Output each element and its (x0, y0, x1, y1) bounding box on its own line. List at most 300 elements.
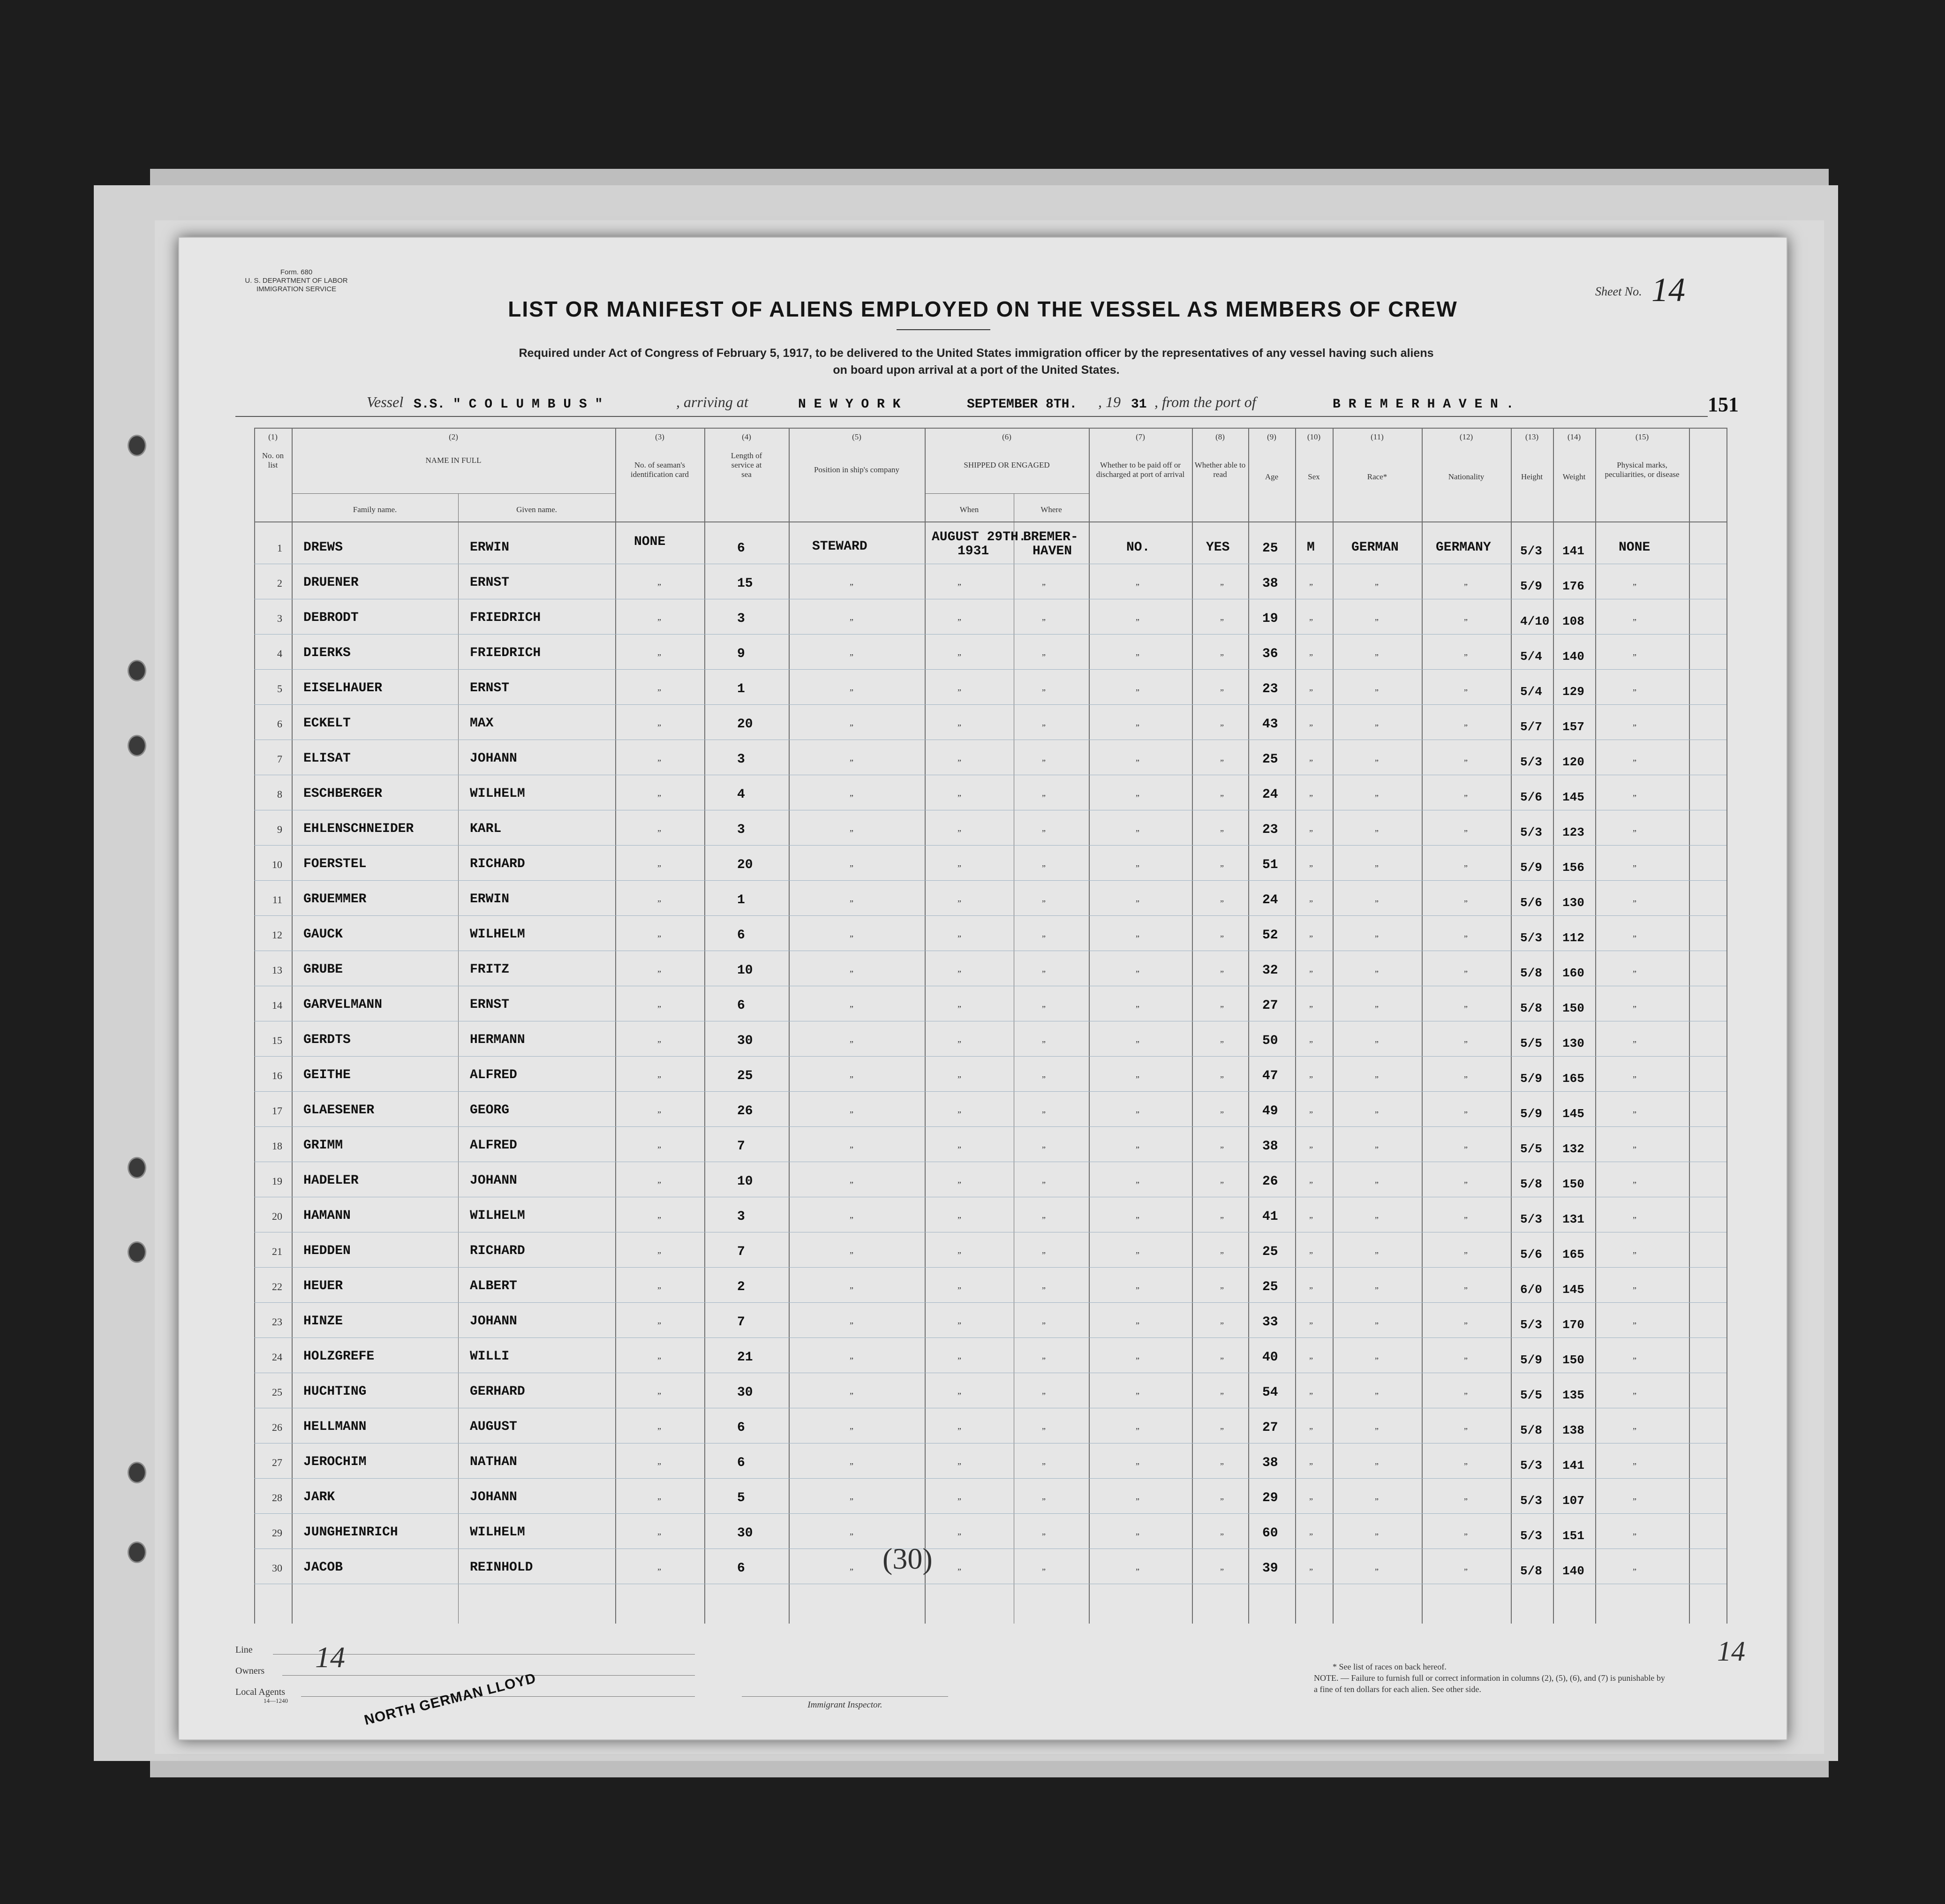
ditto-mark: ” (1042, 934, 1046, 943)
ditto-mark: ” (1136, 1074, 1139, 1084)
ditto-mark: ” (1633, 828, 1636, 838)
ditto-mark: ” (1375, 1004, 1379, 1013)
ditto-mark: ” (1136, 1426, 1139, 1436)
ditto-mark: ” (1633, 969, 1636, 978)
col11-number: (11) (1371, 432, 1384, 441)
height: 5/5 (1520, 1388, 1542, 1402)
col4-header: Length of service at sea (731, 451, 762, 479)
weight: 130 (1562, 1036, 1584, 1050)
position-value: STEWARD (812, 539, 867, 554)
line-number: 23 (272, 1316, 282, 1328)
height: 5/8 (1520, 1423, 1542, 1437)
ditto-mark: ” (1375, 1356, 1379, 1365)
column-rule (1192, 428, 1193, 1624)
height: 5/8 (1520, 966, 1542, 980)
length-of-service: 20 (737, 717, 753, 732)
ditto-mark: ” (1042, 617, 1046, 627)
row-rule (254, 1337, 1726, 1338)
ditto-mark: ” (1309, 934, 1313, 943)
ditto-mark: ” (1309, 828, 1313, 838)
family-name: GEITHE (303, 1068, 351, 1082)
length-of-service: 1 (737, 682, 745, 696)
row-rule (254, 1091, 1726, 1092)
corner-handwritten-number: 14 (1717, 1636, 1745, 1667)
height: 5/9 (1520, 579, 1542, 593)
col8-header: Whether able to read (1194, 461, 1246, 479)
ditto-mark: ” (1464, 1321, 1468, 1330)
ditto-mark: ” (957, 1004, 961, 1013)
ditto-mark: ” (657, 617, 661, 627)
punch-hole (128, 1462, 146, 1483)
ditto-mark: ” (850, 758, 853, 767)
ditto-mark: ” (957, 828, 961, 838)
id-card-value: NONE (634, 535, 666, 549)
ditto-mark: ” (1309, 617, 1313, 627)
height: 5/9 (1520, 861, 1542, 875)
ditto-mark: ” (1375, 652, 1379, 662)
column-rule (1422, 428, 1423, 1624)
arrival-year: 31 (1131, 397, 1147, 412)
ditto-mark: ” (1136, 1215, 1139, 1224)
local-agents-code: 14—1240 (264, 1697, 288, 1704)
ditto-mark: ” (657, 863, 661, 873)
height: 5/8 (1520, 1564, 1542, 1578)
ditto-mark: ” (1136, 617, 1139, 627)
length-of-service: 10 (737, 1174, 753, 1189)
ditto-mark: ” (957, 617, 961, 627)
from-label: , from the port of (1154, 393, 1256, 410)
ditto-mark: ” (1464, 1145, 1468, 1154)
ditto-mark: ” (1220, 934, 1224, 943)
ditto-mark: ” (957, 1074, 961, 1084)
sex-value: M (1307, 540, 1315, 555)
ditto-mark: ” (1220, 1496, 1224, 1506)
ditto-mark: ” (1136, 723, 1139, 732)
arrival-port: N E W Y O R K (798, 397, 901, 412)
line-label: Line (235, 1645, 253, 1655)
family-name: GLAESENER (303, 1103, 375, 1118)
weight: 107 (1562, 1494, 1584, 1508)
ditto-mark: ” (657, 1532, 661, 1541)
ditto-mark: ” (1464, 1250, 1468, 1260)
document-subtitle: Required under Act of Congress of February 5, 1917, to be delivered to the United States immigration officer by the representatives of any vessel having such aliens on board upon arrival at a port of the United States. (519, 347, 1434, 377)
ditto-mark: ” (657, 1074, 661, 1084)
weight: 156 (1562, 861, 1584, 875)
length-of-service: 3 (737, 612, 745, 626)
ditto-mark: ” (657, 1145, 661, 1154)
arriving-label: , arriving at (676, 393, 748, 410)
weight: 108 (1562, 614, 1584, 628)
immigrant-inspector-label: Immigrant Inspector. (807, 1700, 882, 1710)
footnote (1314, 1661, 1670, 1695)
ditto-mark: ” (1464, 1180, 1468, 1189)
ditto-mark: ” (850, 1180, 853, 1189)
ditto-mark: ” (1633, 1391, 1636, 1400)
ditto-mark: ” (1633, 793, 1636, 802)
ditto-mark: ” (850, 828, 853, 838)
ditto-mark: ” (850, 863, 853, 873)
family-name-header: Family name. (353, 505, 397, 514)
family-name: ELISAT (303, 751, 351, 766)
weight: 145 (1562, 1283, 1584, 1297)
line-number: 14 (272, 999, 282, 1011)
ditto-mark: ” (657, 934, 661, 943)
ditto-mark: ” (657, 1039, 661, 1049)
ditto-mark: ” (1042, 758, 1046, 767)
col4-number: (4) (742, 432, 751, 441)
length-of-service: 21 (737, 1350, 753, 1365)
height: 6/0 (1520, 1283, 1542, 1297)
weight: 170 (1562, 1318, 1584, 1332)
line-number: 7 (277, 753, 282, 765)
ditto-mark: ” (1220, 1215, 1224, 1224)
weight: 151 (1562, 1529, 1584, 1543)
ditto-mark: ” (1309, 1180, 1313, 1189)
ditto-mark: ” (1042, 1532, 1046, 1541)
ditto-mark: ” (1464, 617, 1468, 627)
row-rule (254, 1513, 1726, 1514)
column-rule (1248, 428, 1249, 1624)
line-number: 6 (277, 718, 282, 730)
weight: 165 (1562, 1072, 1584, 1086)
row-rule (254, 915, 1726, 916)
ditto-mark: ” (1042, 582, 1046, 591)
local-agents-label: Local Agents (235, 1687, 286, 1697)
weight: 145 (1562, 1107, 1584, 1121)
ditto-mark: ” (1309, 1356, 1313, 1365)
height: 4/10 (1520, 614, 1550, 628)
ditto-mark: ” (1375, 1426, 1379, 1436)
ditto-mark: ” (1136, 758, 1139, 767)
ditto-mark: ” (657, 828, 661, 838)
age: 38 (1262, 1456, 1278, 1470)
sheet-number: 14 (1651, 271, 1685, 309)
ditto-mark: ” (1464, 1461, 1468, 1471)
line-number: 3 (277, 612, 282, 624)
height: 5/6 (1520, 790, 1542, 804)
ditto-mark: ” (1220, 1461, 1224, 1471)
ditto-mark: ” (1220, 1391, 1224, 1400)
ditto-mark: ” (1042, 793, 1046, 802)
ditto-mark: ” (657, 723, 661, 732)
able-to-read-value: YES (1206, 540, 1230, 555)
ditto-mark: ” (1042, 828, 1046, 838)
ditto-mark: ” (1042, 723, 1046, 732)
ditto-mark: ” (1042, 652, 1046, 662)
weight: 140 (1562, 1564, 1584, 1578)
ditto-mark: ” (957, 1145, 961, 1154)
line-number: 29 (272, 1527, 282, 1539)
given-name: JOHANN (470, 1314, 517, 1329)
ditto-mark: ” (1220, 1110, 1224, 1119)
ditto-mark: ” (1220, 1004, 1224, 1013)
ditto-mark: ” (1136, 582, 1139, 591)
age: 41 (1262, 1209, 1278, 1224)
given-name: RICHARD (470, 857, 525, 871)
ditto-mark: ” (1136, 1145, 1139, 1154)
ditto-mark: ” (1136, 828, 1139, 838)
ditto-mark: ” (1042, 1039, 1046, 1049)
age: 19 (1262, 612, 1278, 626)
age: 25 (1262, 1245, 1278, 1259)
ditto-mark: ” (1375, 1496, 1379, 1506)
ditto-mark: ” (1042, 1391, 1046, 1400)
length-of-service: 7 (737, 1245, 745, 1259)
height: 5/3 (1520, 1212, 1542, 1226)
ditto-mark: ” (1375, 1110, 1379, 1119)
ditto-mark: ” (657, 1285, 661, 1295)
ditto-mark: ” (1633, 1074, 1636, 1084)
shipped-when-year: 1931 (957, 544, 989, 559)
given-name: WILLI (470, 1349, 510, 1364)
given-name: RICHARD (470, 1244, 525, 1258)
age: 24 (1262, 893, 1278, 907)
height: 5/9 (1520, 1107, 1542, 1121)
line-number: 30 (272, 1562, 282, 1574)
ditto-mark: ” (957, 863, 961, 873)
ditto-mark: ” (1042, 1356, 1046, 1365)
ditto-mark: ” (1464, 899, 1468, 908)
age: 51 (1262, 858, 1278, 872)
document-title: LIST OR MANIFEST OF ALIENS EMPLOYED ON THE VESSEL AS MEMBERS OF CREW (508, 297, 1458, 321)
ditto-mark: ” (657, 582, 661, 591)
column-rule (458, 493, 459, 1624)
penalty-note: NOTE. — Failure to furnish full or correct information in columns (2), (5), (6), and (7) is punishable by a fine of ten dollars for each alien. See other side. (1314, 1673, 1665, 1694)
length-of-service: 6 (737, 928, 745, 943)
family-name: JARK (303, 1490, 335, 1504)
ditto-mark: ” (1136, 934, 1139, 943)
height: 5/5 (1520, 1036, 1542, 1050)
family-name: HINZE (303, 1314, 343, 1329)
given-name: ERNST (470, 575, 510, 590)
weight: 129 (1562, 685, 1584, 699)
column-rule (1295, 428, 1296, 1624)
weight: 150 (1562, 1177, 1584, 1191)
ditto-mark: ” (850, 899, 853, 908)
col13-number: (13) (1525, 432, 1539, 441)
height: 5/3 (1520, 1458, 1542, 1473)
family-name: HEUER (303, 1279, 343, 1293)
age: 50 (1262, 1034, 1278, 1048)
when-header: When (959, 505, 979, 514)
col14-number: (14) (1567, 432, 1581, 441)
vessel-name: S.S. " C O L U M B U S " (414, 397, 603, 412)
owners-handwritten: 14 (315, 1640, 345, 1674)
given-name: WILHELM (470, 786, 525, 801)
ditto-mark: ” (1042, 1461, 1046, 1471)
ditto-mark: ” (1375, 1461, 1379, 1471)
column-rule (1595, 428, 1596, 1624)
family-name: GAUCK (303, 927, 343, 942)
ditto-mark: ” (957, 582, 961, 591)
ditto-mark: ” (1220, 723, 1224, 732)
length-of-service: 30 (737, 1385, 753, 1400)
weight: 112 (1562, 931, 1584, 945)
punch-hole (128, 435, 146, 456)
ditto-mark: ” (1220, 688, 1224, 697)
ditto-mark: ” (1633, 1532, 1636, 1541)
sheet-number-label: Sheet No. (1595, 285, 1642, 298)
weight: 123 (1562, 825, 1584, 839)
age: 54 (1262, 1385, 1278, 1400)
ditto-mark: ” (1464, 969, 1468, 978)
family-name: GERDTS (303, 1033, 351, 1047)
ditto-mark: ” (1136, 1532, 1139, 1541)
ditto-mark: ” (1136, 793, 1139, 802)
ditto-mark: ” (1220, 758, 1224, 767)
ditto-mark: ” (1220, 582, 1224, 591)
col7-number: (7) (1136, 432, 1145, 441)
ditto-mark: ” (1220, 863, 1224, 873)
ditto-mark: ” (1633, 617, 1636, 627)
ditto-mark: ” (957, 1321, 961, 1330)
weight: 145 (1562, 790, 1584, 804)
ditto-mark: ” (850, 582, 853, 591)
line-number: 28 (272, 1492, 282, 1504)
ditto-mark: ” (957, 1356, 961, 1365)
ditto-mark: ” (657, 1110, 661, 1119)
age: 29 (1262, 1491, 1278, 1505)
age: 24 (1262, 787, 1278, 802)
ditto-mark: ” (957, 1461, 961, 1471)
ditto-mark: ” (850, 969, 853, 978)
length-of-service: 6 (737, 1456, 745, 1470)
ditto-mark: ” (1375, 969, 1379, 978)
ditto-mark: ” (1220, 1250, 1224, 1260)
col15-header: Physical marks, peculiarities, or disease (1605, 461, 1680, 479)
length-of-service: 2 (737, 1280, 745, 1294)
ditto-mark: ” (1633, 758, 1636, 767)
given-name: ERNST (470, 681, 510, 695)
ditto-mark: ” (1375, 1391, 1379, 1400)
family-name: GRUBE (303, 962, 343, 977)
given-name: FRITZ (470, 962, 510, 977)
ditto-mark: ” (1375, 1567, 1379, 1576)
shipped-where-value-2: HAVEN (1033, 544, 1072, 559)
ditto-mark: ” (1309, 1496, 1313, 1506)
ditto-mark: ” (1633, 1567, 1636, 1576)
ditto-mark: ” (1042, 1426, 1046, 1436)
ditto-mark: ” (850, 934, 853, 943)
line-number: 22 (272, 1281, 282, 1292)
shipped-where-value: BREMER- (1023, 530, 1078, 544)
length-of-service: 3 (737, 752, 745, 767)
arrival-date: SEPTEMBER 8TH. (967, 397, 1078, 412)
family-name: EHLENSCHNEIDER (303, 822, 414, 836)
column-rule (1689, 428, 1690, 1624)
column-rule (292, 428, 293, 1624)
family-name: DEBRODT (303, 611, 359, 625)
line-number: 21 (272, 1246, 282, 1257)
ditto-mark: ” (1375, 899, 1379, 908)
weight: 150 (1562, 1353, 1584, 1367)
family-name: HELLMANN (303, 1420, 367, 1434)
column-rule (1333, 428, 1334, 1624)
given-name: FRIEDRICH (470, 646, 541, 660)
line-number: 2 (277, 577, 282, 589)
line-number: 27 (272, 1457, 282, 1468)
ditto-mark: ” (1464, 1110, 1468, 1119)
length-of-service: 15 (737, 576, 753, 591)
punch-hole (128, 1157, 146, 1179)
ditto-mark: ” (1220, 793, 1224, 802)
line-number: 11 (272, 894, 282, 906)
ditto-mark: ” (1633, 1004, 1636, 1013)
ditto-mark: ” (1464, 1567, 1468, 1576)
col10-header: Sex (1308, 472, 1320, 481)
ditto-mark: ” (657, 969, 661, 978)
ditto-mark: ” (1464, 1039, 1468, 1049)
title-underline (897, 329, 990, 330)
ditto-mark: ” (1309, 793, 1313, 802)
row-rule (254, 1302, 1726, 1303)
ditto-mark: ” (1042, 1496, 1046, 1506)
ditto-mark: ” (1309, 1461, 1313, 1471)
ditto-mark: ” (1136, 1461, 1139, 1471)
ditto-mark: ” (1633, 899, 1636, 908)
col11-header: Race* (1367, 472, 1387, 481)
family-name: DIERKS (303, 646, 351, 660)
line-number: 13 (272, 964, 282, 976)
ditto-mark: ” (850, 1285, 853, 1295)
ditto-mark: ” (1136, 1039, 1139, 1049)
nationality-value: GERMANY (1436, 540, 1491, 555)
line-number: 5 (277, 683, 282, 695)
ditto-mark: ” (1309, 1532, 1313, 1541)
line-number: 1 (277, 542, 282, 554)
age: 36 (1262, 647, 1278, 661)
age: 32 (1262, 963, 1278, 978)
ditto-mark: ” (957, 899, 961, 908)
ditto-mark: ” (1309, 863, 1313, 873)
ditto-mark: ” (1464, 1285, 1468, 1295)
owners-rule (282, 1675, 695, 1676)
ditto-mark: ” (1464, 1004, 1468, 1013)
ditto-mark: ” (1633, 1426, 1636, 1436)
ditto-mark: ” (850, 1461, 853, 1471)
length-of-service: 4 (737, 787, 745, 802)
family-name: JACOB (303, 1560, 343, 1575)
ditto-mark: ” (1633, 1285, 1636, 1295)
ditto-mark: ” (1464, 1426, 1468, 1436)
family-name: DREWS (303, 540, 343, 555)
age: 38 (1262, 576, 1278, 591)
ditto-mark: ” (1309, 1145, 1313, 1154)
ditto-mark: ” (1375, 1250, 1379, 1260)
ditto-mark: ” (1220, 652, 1224, 662)
ditto-mark: ” (1464, 582, 1468, 591)
ditto-mark: ” (1464, 723, 1468, 732)
owner-stamp: NORTH GERMAN LLOYD (362, 1670, 538, 1729)
length-of-service: 30 (737, 1034, 753, 1048)
column-rule (704, 428, 705, 1624)
ditto-mark: ” (1309, 1110, 1313, 1119)
given-name: NATHAN (470, 1455, 517, 1469)
ditto-mark: ” (1309, 652, 1313, 662)
ditto-mark: ” (1375, 934, 1379, 943)
ditto-mark: ” (1464, 1496, 1468, 1506)
ditto-mark: ” (1136, 1004, 1139, 1013)
ditto-mark: ” (1375, 1285, 1379, 1295)
weight: 160 (1562, 966, 1584, 980)
col12-header: Nationality (1448, 472, 1485, 481)
ditto-mark: ” (957, 723, 961, 732)
ditto-mark: ” (1375, 828, 1379, 838)
age: 27 (1262, 1420, 1278, 1435)
ditto-mark: ” (1633, 1145, 1636, 1154)
ditto-mark: ” (1375, 1215, 1379, 1224)
age: 25 (1262, 541, 1278, 556)
